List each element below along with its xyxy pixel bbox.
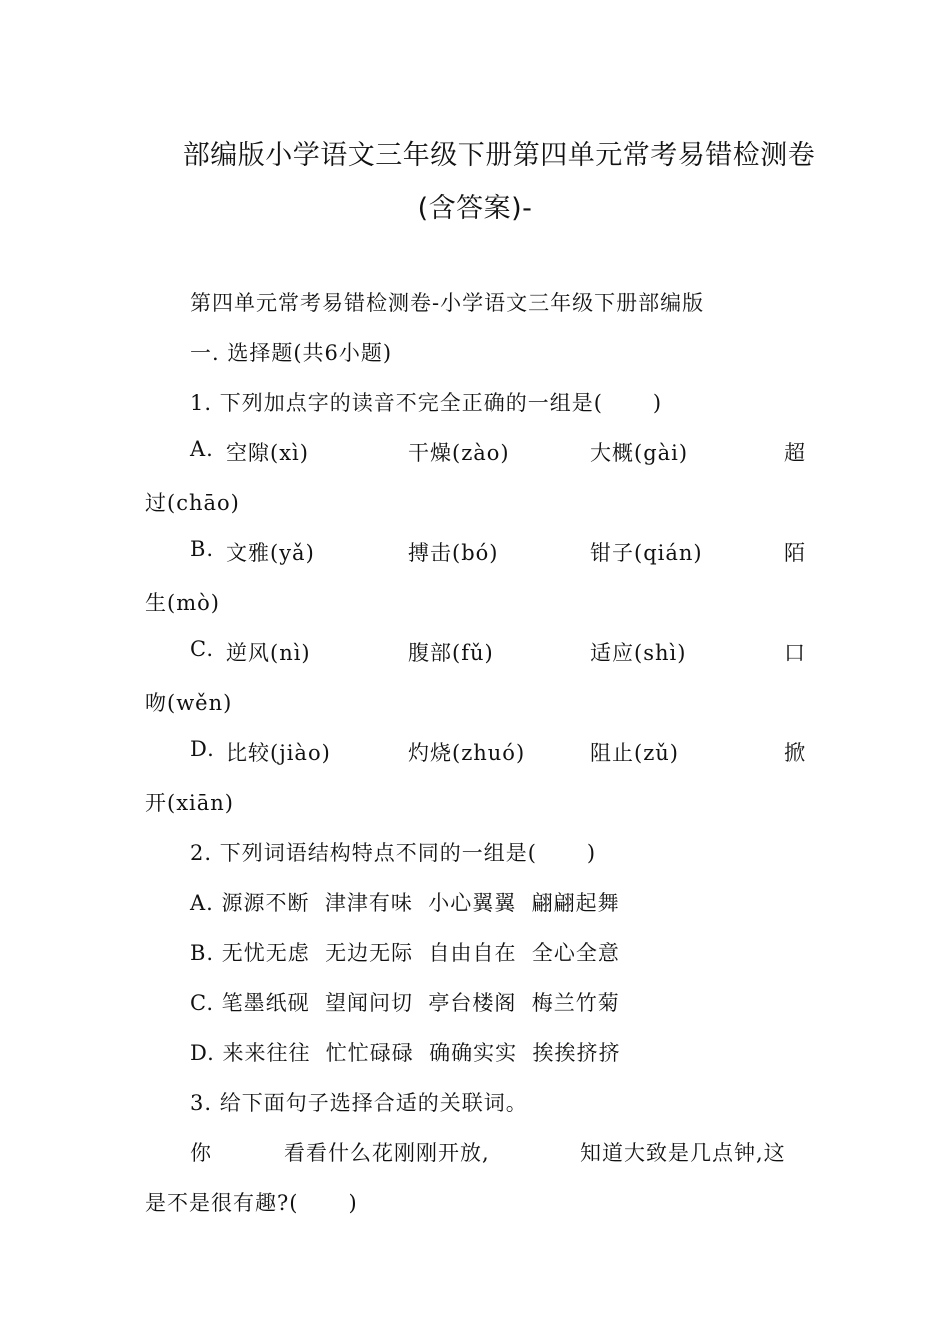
option-word: 钳子(qián) — [590, 541, 703, 565]
option-word: 适应(shì) — [590, 641, 687, 665]
sentence-part: 知道大致是几点钟,这 — [580, 1141, 786, 1165]
option-word: 搏击(bó) — [408, 541, 499, 565]
option-2d: D. 来来往往 忙忙碌碌 确确实实 挨挨挤挤 — [190, 1041, 621, 1065]
question-3-stem: 3. 给下面句子选择合适的关联词。 — [190, 1091, 528, 1115]
option-label: D. — [190, 737, 215, 761]
option-label: A. — [190, 437, 214, 461]
option-word-start: 超 — [784, 441, 806, 465]
option-word: 逆风(nì) — [226, 641, 311, 665]
section-heading: 一. 选择题(共6小题) — [190, 341, 393, 365]
option-2c: C. 笔墨纸砚 望闻问切 亭台楼阁 梅兰竹菊 — [190, 991, 620, 1015]
option-word: 空隙(xì) — [226, 441, 309, 465]
option-word-end: 吻(wěn) — [145, 691, 233, 715]
question-2-stem — [190, 837, 596, 867]
option-word-end: 生(mò) — [145, 591, 220, 615]
question-stem-text: 1. 下列加点字的读音不完全正确的一组是( — [190, 391, 603, 415]
option-word-end: 开(xiān) — [145, 791, 234, 815]
option-label: B. — [190, 537, 215, 561]
close-paren: ) — [348, 1191, 358, 1215]
sentence-end-text: 是不是很有趣?( — [145, 1191, 299, 1215]
option-word: 灼烧(zhuó) — [408, 741, 526, 765]
option-word-start: 陌 — [784, 541, 806, 565]
sentence-part: 你 — [190, 1141, 212, 1165]
option-2b: B. 无忧无虑 无边无际 自由自在 全心全意 — [190, 941, 620, 965]
close-paren: ) — [652, 391, 663, 415]
sentence-end — [145, 1187, 358, 1217]
option-word: 腹部(fǔ) — [408, 641, 494, 665]
subtitle: 第四单元常考易错检测卷-小学语文三年级下册部编版 — [190, 291, 705, 315]
document-title-line-1: 部编版小学语文三年级下册第四单元常考易错检测卷 — [182, 140, 816, 171]
option-word-start: 口 — [784, 641, 806, 665]
option-word: 阻止(zǔ) — [590, 741, 679, 765]
close-paren: ) — [586, 841, 597, 865]
question-stem-text: 2. 下列词语结构特点不同的一组是( — [190, 841, 537, 865]
document-title-line-2: (含答案)- — [417, 193, 533, 224]
option-word-start: 掀 — [784, 741, 806, 765]
option-label: C. — [190, 637, 214, 661]
option-word: 文雅(yǎ) — [226, 541, 315, 565]
question-1-stem — [190, 387, 662, 417]
option-word: 干燥(zào) — [408, 441, 510, 465]
option-word-end: 过(chāo) — [145, 491, 240, 515]
option-word: 大概(gài) — [590, 441, 689, 465]
option-2a: A. 源源不断 津津有味 小心翼翼 翩翩起舞 — [190, 891, 620, 915]
option-word: 比较(jiào) — [226, 741, 331, 765]
sentence-part: 看看什么花刚刚开放, — [284, 1141, 490, 1165]
